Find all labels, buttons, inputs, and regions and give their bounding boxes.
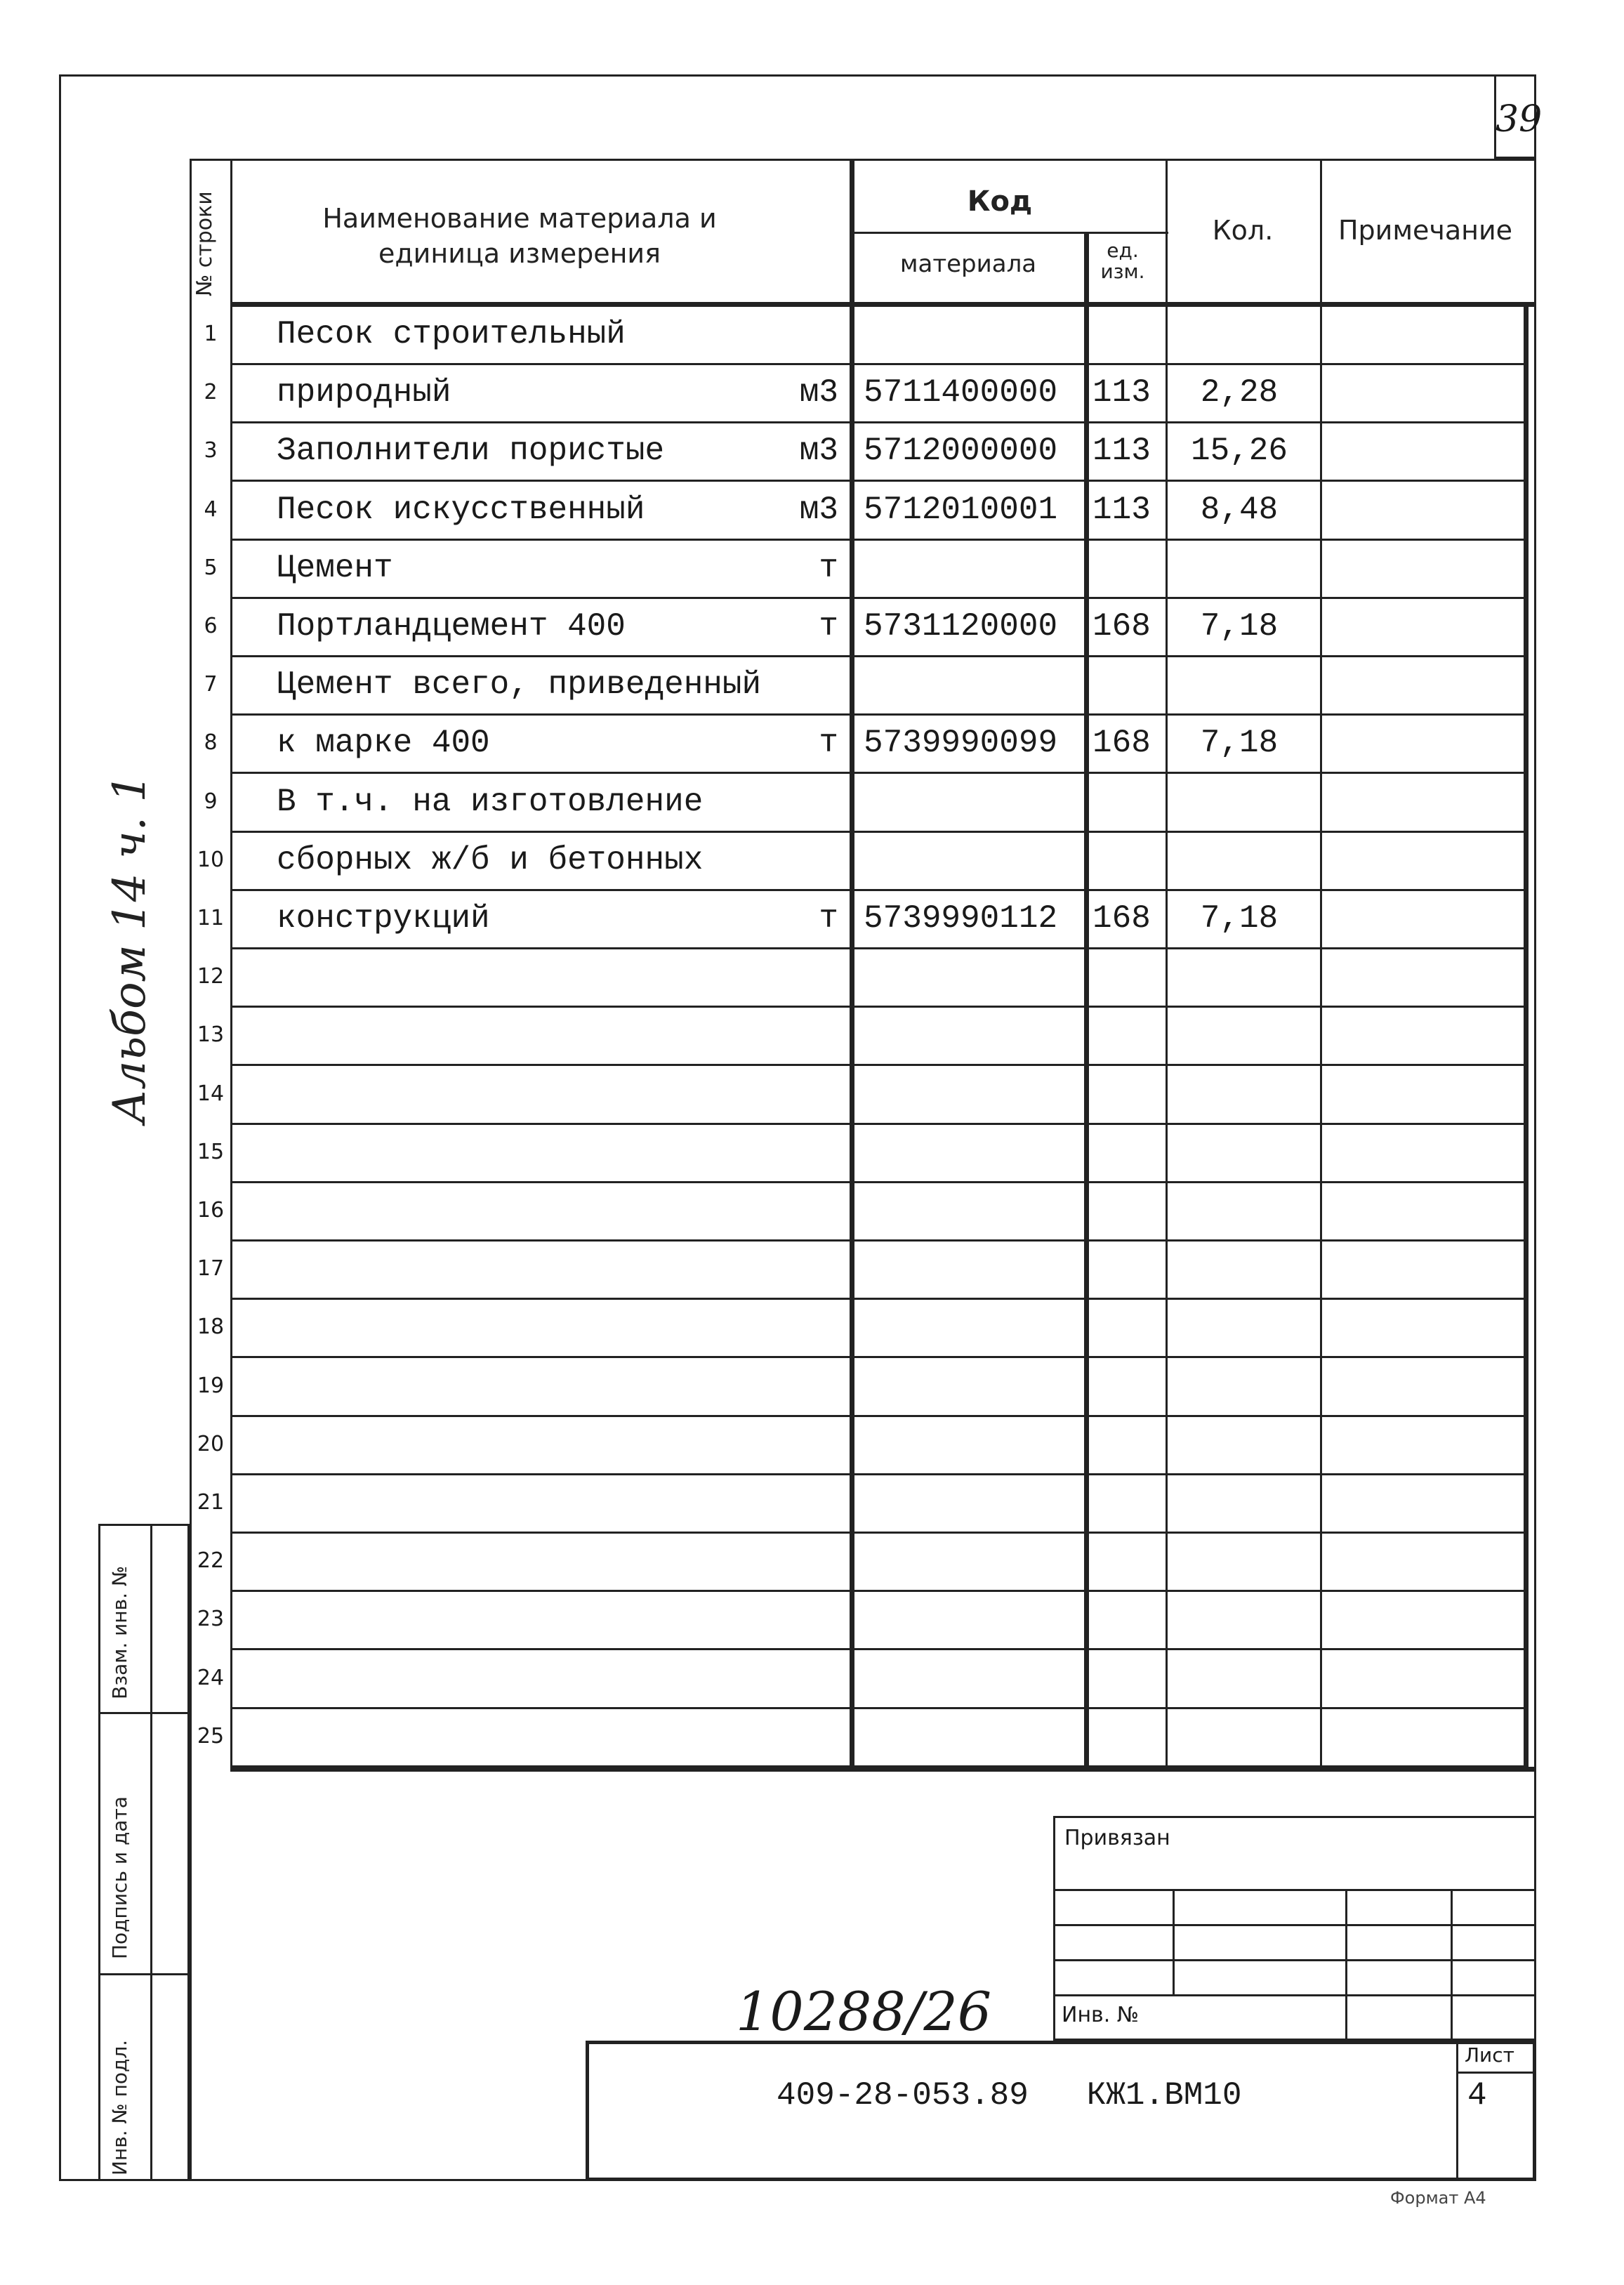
row-unit-name: м3 [799,374,838,411]
row-unit-name: т [819,900,838,937]
row-name: Портландцемент 400 [277,608,626,645]
row-number: 24 [197,1666,225,1690]
album-note: Альбом 14 ч. 1 [104,773,156,1124]
row-name: сборных ж/б и бетонных [277,842,704,878]
row-line [230,1356,1524,1358]
row-name: к марке 400 [277,725,490,761]
row-name: Заполнители пористые [277,433,665,469]
row-number: 1 [204,322,218,346]
row-number: 4 [204,497,218,522]
row-unit-name: т [819,725,838,761]
col-line-qty [1166,159,1168,1767]
format-label: Формат А4 [1390,2188,1486,2208]
side-label-inv-podl: Инв. № подл. [108,2039,131,2175]
row-line [230,831,1524,833]
row-number: 11 [197,906,225,930]
row-qty: 7,18 [1200,608,1279,645]
col-line-note [1320,159,1322,1767]
row-name: Цемент [277,550,393,586]
row-line [230,1123,1524,1125]
row-unit-code: 113 [1092,492,1151,528]
header-qty: Кол. [1212,215,1274,246]
row-unit-name: м3 [799,492,838,528]
row-qty: 2,28 [1200,374,1279,411]
col-line-code [850,159,854,1767]
row-line [230,539,1524,541]
row-number: 9 [204,789,218,814]
row-code: 5731120000 [864,608,1058,645]
row-line [230,597,1524,599]
row-line [230,1181,1524,1183]
row-unit-code: 168 [1092,725,1151,761]
row-number: 25 [197,1724,225,1749]
page-number: 39 [1496,98,1543,140]
row-line [230,1298,1524,1300]
row-name: природный [277,374,451,411]
row-line [230,363,1524,365]
row-qty: 8,48 [1200,492,1279,528]
row-number: 10 [197,848,225,872]
row-name: Песок строительный [277,316,626,353]
row-number: 23 [197,1607,225,1631]
row-line [230,1707,1524,1709]
header-name: Наименование материала и единица измерения [322,203,717,269]
row-number: 18 [197,1315,225,1339]
inv-no-label: Инв. № [1062,2003,1140,2027]
row-unit-name: т [819,608,838,645]
row-line [230,1239,1524,1242]
row-number: 20 [197,1432,225,1456]
handwritten-number: 10288/26 [736,1980,992,2043]
col-line-unit [1084,232,1089,1767]
row-number: 7 [204,672,218,697]
row-line [230,421,1524,423]
row-number: 5 [204,555,218,580]
row-unit-name: м3 [799,433,838,469]
row-unit-code: 113 [1092,374,1151,411]
row-line [230,1532,1524,1534]
sheet-number: 4 [1467,2077,1487,2114]
row-number: 2 [204,380,218,404]
row-line [230,480,1524,482]
row-code: 5711400000 [864,374,1058,411]
row-unit-name: т [819,550,838,586]
header-note: Примечание [1338,215,1513,246]
row-number: 3 [204,438,218,463]
side-label-podpis: Подпись и дата [108,1796,131,1959]
row-number: 16 [197,1198,225,1223]
row-number: 14 [197,1081,225,1106]
row-number: 21 [197,1490,225,1515]
header-unit: ед. изм. [1100,239,1145,283]
row-qty: 7,18 [1200,725,1279,761]
row-line [230,655,1524,657]
row-number: 17 [197,1256,225,1281]
row-qty: 7,18 [1200,900,1279,937]
row-code: 5739990112 [864,900,1058,937]
row-name: конструкций [277,900,490,937]
row-name: В т.ч. на изготовление [277,784,704,820]
row-line [230,1648,1524,1650]
row-number: 15 [197,1140,225,1164]
row-code: 5739990099 [864,725,1058,761]
row-number: 6 [204,614,218,638]
row-line [230,1590,1524,1592]
row-unit-code: 168 [1092,608,1151,645]
row-line [230,947,1524,949]
col-line-rownum [230,159,232,1767]
header-material: материала [899,250,1037,278]
row-line [230,772,1524,774]
col-line-right [1524,302,1529,1767]
sheet-label: Лист [1465,2043,1514,2067]
row-code: 5712010001 [864,492,1058,528]
row-name: Песок искусственный [277,492,645,528]
side-label-vzam: Взам. инв. № [108,1565,131,1699]
row-name: Цемент всего, приведенный [277,666,762,703]
header-code: Код [967,185,1033,218]
row-line [230,713,1524,716]
row-line [230,1006,1524,1008]
header-row-no: № строки [192,191,217,296]
row-number: 19 [197,1374,225,1398]
row-line [230,1064,1524,1066]
document-code: 409-28-053.89 КЖ1.ВМ10 [777,2077,1242,2114]
row-unit-code: 168 [1092,900,1151,937]
row-line [230,889,1524,891]
row-number: 13 [197,1022,225,1047]
row-number: 8 [204,730,218,755]
row-unit-code: 113 [1092,433,1151,469]
row-number: 12 [197,964,225,989]
row-line [230,1415,1524,1417]
privyazan-label: Привязан [1064,1826,1170,1850]
row-code: 5712000000 [864,433,1058,469]
row-qty: 15,26 [1190,433,1288,469]
row-line [230,1473,1524,1475]
row-number: 22 [197,1548,225,1573]
